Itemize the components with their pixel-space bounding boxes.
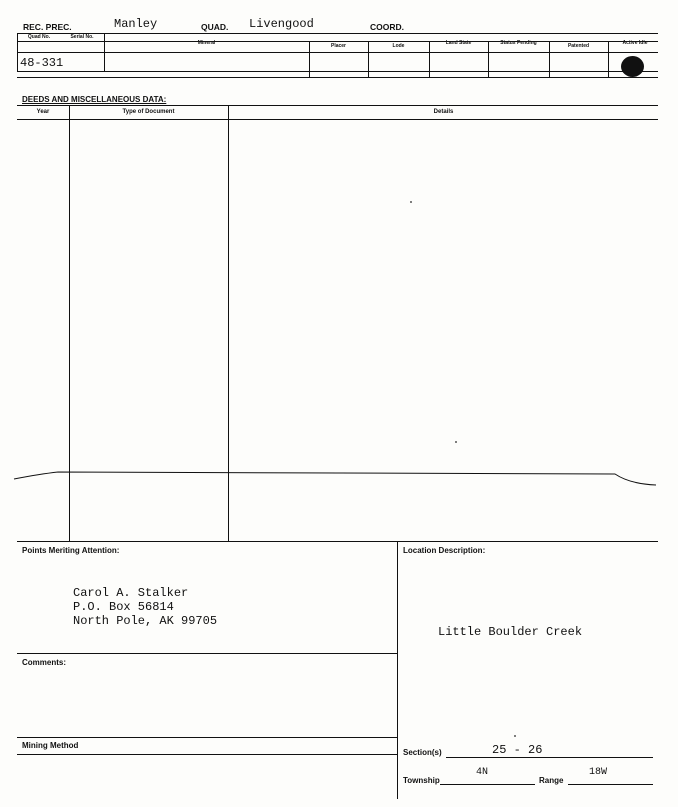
deeds-title: DEEDS AND MISCELLANEOUS DATA: (22, 95, 167, 104)
col-lode: Lode (392, 43, 405, 49)
col-placer: Placer (330, 43, 346, 49)
location-value: Little Boulder Creek (438, 625, 583, 639)
col-land-state: Land State (445, 40, 472, 46)
col-type-of-document: Type of Document (122, 109, 175, 115)
col-status-pending: Status Pending (500, 40, 537, 46)
range-label: Range (539, 776, 564, 785)
address-line: Carol A. Stalker (73, 586, 189, 600)
page-fold-line (0, 462, 678, 492)
address-line: North Pole, AK 99705 (73, 614, 218, 628)
quad-serial-value: 48-331 (20, 56, 64, 70)
address-block (73, 586, 217, 628)
coord-label: COORD. (370, 22, 404, 32)
active-status-mark (621, 56, 644, 77)
col-year: Year (36, 109, 50, 115)
speck (455, 441, 457, 443)
range-value: 18W (589, 767, 608, 778)
col-active-idle: Active Idle (622, 40, 648, 46)
points-label: Points Meriting Attention: (22, 546, 120, 555)
location-label: Location Description: (403, 546, 486, 555)
quad-value: Livengood (249, 17, 314, 31)
rec-prec-label: REC. PREC. (23, 22, 72, 32)
col-patented: Patented (567, 43, 590, 49)
section-label: Section(s) (403, 748, 442, 757)
speck (410, 201, 412, 203)
address-line: P.O. Box 56814 (73, 600, 174, 614)
township-value: 4N (476, 767, 489, 778)
rec-prec-value: Manley (114, 17, 158, 31)
section-value: 25 - 26 (492, 743, 543, 757)
mining-method-label: Mining Method (22, 741, 79, 750)
speck (514, 735, 516, 737)
quad-label: QUAD. (201, 22, 229, 32)
col-mineral: Mineral (197, 40, 216, 46)
col-quad-no: Quad No. (27, 34, 51, 40)
col-serial-no: Serial No. (70, 34, 94, 40)
col-details: Details (433, 109, 454, 115)
township-label: Township (403, 776, 440, 785)
comments-label: Comments: (22, 658, 67, 667)
